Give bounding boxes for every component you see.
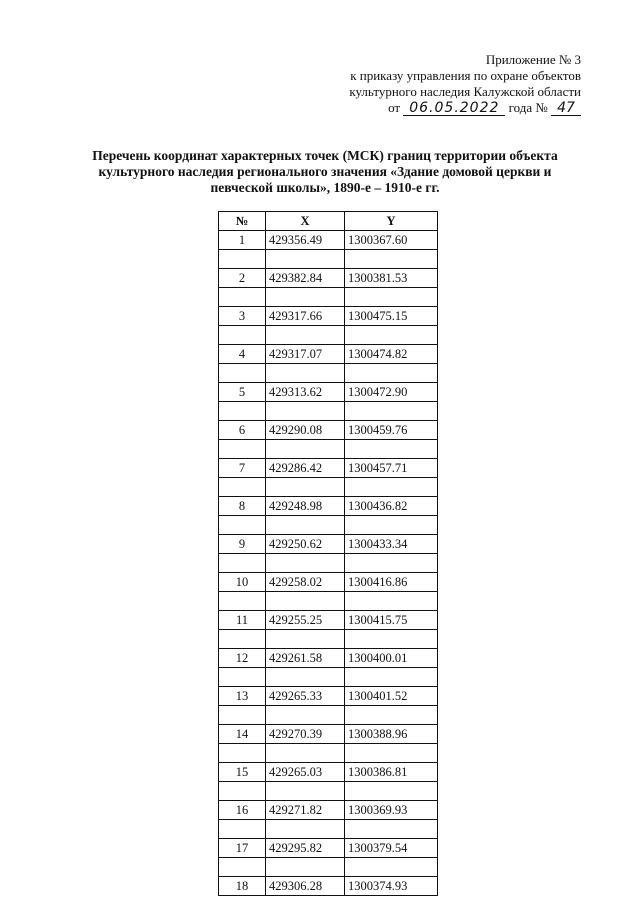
empty-cell [345,326,438,345]
column-header-number: № [219,212,266,231]
point-number-cell: 1 [219,231,266,250]
coordinates-table-body [219,231,438,896]
empty-cell [345,402,438,421]
spacer-row [219,782,438,801]
column-header-y: Y [345,212,438,231]
empty-cell [266,402,345,421]
empty-cell [219,250,266,269]
spacer-row [219,402,438,421]
y-coordinate-cell: 1300401.52 [345,687,438,706]
table-row [219,839,438,858]
spacer-row [219,516,438,535]
empty-cell [219,516,266,535]
y-coordinate-cell: 1300369.93 [345,801,438,820]
authority-name: культурного наследия Калужской области [349,84,581,99]
empty-cell [345,820,438,839]
empty-cell [345,744,438,763]
empty-cell [345,250,438,269]
appendix-header [349,52,581,116]
y-coordinate-cell: 1300472.90 [345,383,438,402]
empty-cell [266,782,345,801]
column-header-x: X [266,212,345,231]
table-row [219,421,438,440]
point-number-cell: 10 [219,573,266,592]
handwritten-date: 06.05.2022 [403,101,505,116]
table-row [219,687,438,706]
table-row [219,573,438,592]
y-coordinate-cell: 1300457.71 [345,459,438,478]
empty-cell [266,706,345,725]
x-coordinate-cell: 429271.82 [266,801,345,820]
empty-cell [266,668,345,687]
empty-cell [266,630,345,649]
from-label: от [388,100,401,115]
empty-cell [345,516,438,535]
y-coordinate-cell: 1300436.82 [345,497,438,516]
table-row [219,307,438,326]
empty-cell [266,554,345,573]
empty-cell [266,858,345,877]
empty-cell [219,706,266,725]
empty-cell [266,478,345,497]
spacer-row [219,250,438,269]
appendix-number: Приложение № 3 [485,52,581,67]
empty-cell [266,440,345,459]
point-number-cell: 9 [219,535,266,554]
y-coordinate-cell: 1300474.82 [345,345,438,364]
empty-cell [219,782,266,801]
y-coordinate-cell: 1300367.60 [345,231,438,250]
table-row [219,801,438,820]
table-row [219,877,438,896]
empty-cell [219,288,266,307]
x-coordinate-cell: 429258.02 [266,573,345,592]
empty-cell [219,668,266,687]
empty-cell [345,782,438,801]
empty-cell [219,592,266,611]
x-coordinate-cell: 429255.25 [266,611,345,630]
empty-cell [345,592,438,611]
coordinates-table [218,211,438,896]
table-row [219,383,438,402]
point-number-cell: 15 [219,763,266,782]
empty-cell [345,440,438,459]
x-coordinate-cell: 429313.62 [266,383,345,402]
table-row [219,269,438,288]
empty-cell [219,744,266,763]
empty-cell [345,858,438,877]
empty-cell [219,478,266,497]
x-coordinate-cell: 429382.84 [266,269,345,288]
handwritten-order-number: 47 [551,101,581,116]
x-coordinate-cell: 429317.66 [266,307,345,326]
spacer-row [219,630,438,649]
y-coordinate-cell: 1300400.01 [345,649,438,668]
x-coordinate-cell: 429317.07 [266,345,345,364]
empty-cell [345,668,438,687]
point-number-cell: 13 [219,687,266,706]
x-coordinate-cell: 429270.39 [266,725,345,744]
empty-cell [219,554,266,573]
x-coordinate-cell: 429286.42 [266,459,345,478]
empty-cell [266,516,345,535]
empty-cell [345,554,438,573]
point-number-cell: 8 [219,497,266,516]
empty-cell [266,326,345,345]
point-number-cell: 5 [219,383,266,402]
table-row [219,459,438,478]
table-row [219,497,438,516]
point-number-cell: 14 [219,725,266,744]
table-row [219,649,438,668]
spacer-row [219,668,438,687]
spacer-row [219,288,438,307]
x-coordinate-cell: 429250.62 [266,535,345,554]
x-coordinate-cell: 429295.82 [266,839,345,858]
y-coordinate-cell: 1300415.75 [345,611,438,630]
point-number-cell: 2 [219,269,266,288]
point-number-cell: 3 [219,307,266,326]
y-coordinate-cell: 1300379.54 [345,839,438,858]
x-coordinate-cell: 429265.03 [266,763,345,782]
spacer-row [219,326,438,345]
order-date-line [349,100,581,116]
table-row [219,535,438,554]
empty-cell [345,630,438,649]
spacer-row [219,478,438,497]
empty-cell [345,364,438,383]
y-coordinate-cell: 1300388.96 [345,725,438,744]
point-number-cell: 17 [219,839,266,858]
table-row [219,611,438,630]
empty-cell [219,364,266,383]
y-coordinate-cell: 1300416.86 [345,573,438,592]
table-header-row [219,212,438,231]
empty-cell [345,478,438,497]
empty-cell [219,326,266,345]
table-row [219,763,438,782]
y-coordinate-cell: 1300386.81 [345,763,438,782]
order-reference: к приказу управления по охране объектов [350,68,581,83]
empty-cell [266,364,345,383]
y-coordinate-cell: 1300374.93 [345,877,438,896]
empty-cell [266,592,345,611]
y-coordinate-cell: 1300459.76 [345,421,438,440]
spacer-row [219,858,438,877]
empty-cell [266,820,345,839]
spacer-row [219,744,438,763]
table-row [219,345,438,364]
spacer-row [219,364,438,383]
point-number-cell: 7 [219,459,266,478]
year-label: года № [508,100,548,115]
empty-cell [219,440,266,459]
x-coordinate-cell: 429265.33 [266,687,345,706]
y-coordinate-cell: 1300475.15 [345,307,438,326]
spacer-row [219,706,438,725]
document-title: Перечень координат характерных точек (МСК) границ территории объекта культурного наследия регионального значения «Здание домовой церкви и певческой школы», 1890-е – 1910-е гг. [92,148,558,195]
point-number-cell: 12 [219,649,266,668]
point-number-cell: 11 [219,611,266,630]
point-number-cell: 16 [219,801,266,820]
table-row [219,231,438,250]
empty-cell [266,744,345,763]
point-number-cell: 18 [219,877,266,896]
y-coordinate-cell: 1300381.53 [345,269,438,288]
x-coordinate-cell: 429290.08 [266,421,345,440]
spacer-row [219,592,438,611]
empty-cell [219,858,266,877]
spacer-row [219,554,438,573]
table-row [219,725,438,744]
point-number-cell: 4 [219,345,266,364]
empty-cell [219,630,266,649]
x-coordinate-cell: 429356.49 [266,231,345,250]
empty-cell [219,402,266,421]
spacer-row [219,820,438,839]
point-number-cell: 6 [219,421,266,440]
y-coordinate-cell: 1300433.34 [345,535,438,554]
spacer-row [219,440,438,459]
x-coordinate-cell: 429261.58 [266,649,345,668]
empty-cell [219,820,266,839]
empty-cell [345,288,438,307]
empty-cell [266,288,345,307]
x-coordinate-cell: 429248.98 [266,497,345,516]
empty-cell [345,706,438,725]
x-coordinate-cell: 429306.28 [266,877,345,896]
empty-cell [266,250,345,269]
